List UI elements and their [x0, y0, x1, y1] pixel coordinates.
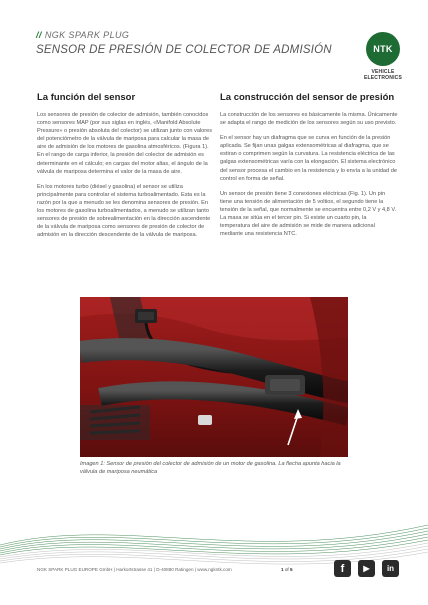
decorative-wave	[0, 505, 428, 565]
header	[36, 30, 332, 56]
section-heading-construction: La construcción del sensor de presión	[220, 92, 395, 103]
paragraph: Los sensores de presión de colector de admisión, también conocidos como sensores MAP (por sus siglas en inglés, «Manifold Absolute Pressure» o presión absoluta del colector) se utilizan junto con valores del potenciómetro de la válvula de mariposa para calcular la masa de aire de admisión de los motores de gasolina atmosféricos. (Figura 1). En el rango de carga inferior, la presión del colector de admisión es determinante en el cálculo; en cargas del motor altas, el ángulo de la válvula de mariposa determina el valor de la masa de aire.	[37, 112, 213, 175]
paragraph: Un sensor de presión tiene 3 conexiones eléctricas (Fig. 1). Un pin tiene una tensión de alimentación de 5 voltios, el segundo tiene la tensión de la señal, que normalmente se encuentra entre 0,2 V y 4,8 V. La masa se sitúa en el tercer pin. Si existe un cuarto pin, la temperatura del aire de admisión se mide de manera adicional mediante una resistencia NTC.	[220, 190, 397, 238]
linkedin-glyph: in	[386, 564, 395, 573]
page-total: 5	[289, 567, 293, 572]
page-current: 1	[281, 567, 284, 572]
section-heading-function: La función del sensor	[37, 92, 136, 103]
engine-photo	[80, 297, 348, 457]
footer-company: NGK SPARK PLUG EUROPE GmbH | Harkortstrasse 41 | D-40880 Ratingen | www.ngkntk.com	[37, 567, 232, 572]
facebook-icon[interactable]	[334, 560, 351, 577]
slash-mark: //	[36, 30, 42, 40]
youtube-glyph: ▶	[363, 564, 370, 573]
right-column	[220, 92, 398, 245]
header-kicker	[36, 30, 332, 40]
engine-photo-illustration	[80, 297, 348, 457]
page-title: SENSOR DE PRESIÓN DE COLECTOR DE ADMISIÓN	[36, 44, 332, 56]
page-sep: of	[284, 567, 289, 572]
left-column	[37, 92, 213, 246]
kicker-text: NGK SPARK PLUG	[44, 30, 130, 40]
youtube-icon[interactable]	[358, 560, 375, 577]
logo-badge-text: NTK	[373, 44, 393, 54]
paragraph: En el sensor hay un diafragma que se curva en función de la presión aplicada. Se fijan unas galgas extensométricas al diafragma, que se estiran o comprimen según la curvatura. La resistencia eléctrica de las galgas extensométricas varía con la elongación. El sistema electrónico del sensor procesa el cambio en la resistencia y lo envía a la unidad de control en forma de señal.	[220, 135, 397, 182]
ntk-logo	[360, 32, 406, 81]
logo-sub-line2: ELECTRONICS	[363, 75, 403, 81]
page-number	[281, 567, 293, 572]
figure-caption: Imagen 1: Sensor de presión del colector de admisión de un motor de gasolina. La flecha apunta hacia la válvula de mariposa neumática	[80, 461, 341, 475]
linkedin-icon[interactable]	[382, 560, 399, 577]
logo-subtitle	[360, 69, 406, 81]
paragraph: En los motores turbo (diésel y gasolina) el sensor se utiliza principalmente para controlar el sistema turboalimentado. Esta es la razón por la que a menudo se les denomina sensores de presión. En los motores de gasolina turboalimentados, a menudo se utilizan tanto sensores de presión de sobrealimentación en la dirección ascendente de la válvula de mariposa como sensores de presión de colector de admisión en la dirección descendente de la válvula de mariposa.	[37, 183, 211, 239]
facebook-glyph: f	[340, 562, 345, 575]
logo-sub-line1: VEHICLE	[371, 69, 395, 75]
paragraph: La construcción de los sensores es básicamente la misma. Únicamente se adapta el rango de medición de los sensores según su uso previsto.	[220, 112, 398, 127]
social-links	[334, 560, 399, 577]
ntk-badge-icon	[366, 32, 400, 66]
